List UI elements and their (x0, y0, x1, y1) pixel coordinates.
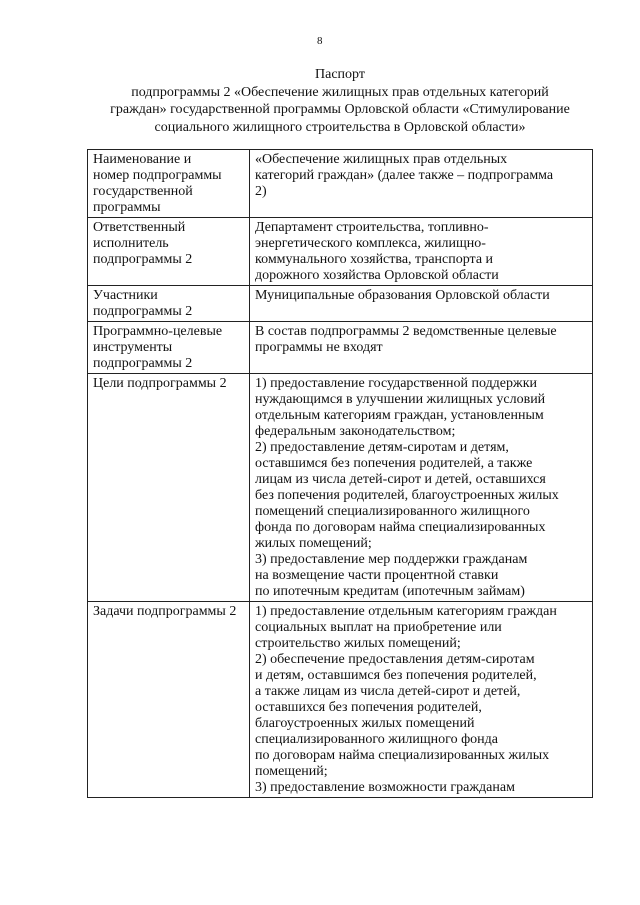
table-row (88, 602, 593, 798)
row-value-line: помещений специализированного жилищного (255, 504, 530, 519)
row-label-line: Цели подпрограммы 2 (93, 376, 227, 391)
row-value-line: дорожного хозяйства Орловской области (255, 268, 499, 283)
row-label-cell (88, 602, 250, 798)
row-value-line: отдельным категориям граждан, установленным (255, 408, 544, 423)
row-label-line: Участники (93, 288, 158, 303)
row-value-line: 1) предоставление отдельным категориям граждан (255, 604, 557, 619)
table-row (88, 374, 593, 602)
row-value-line: а также лицам из числа детей-сирот и детей, (255, 684, 521, 699)
row-value-line: Департамент строительства, топливно- (255, 220, 489, 235)
passport-table-body (88, 150, 593, 798)
row-value-line: «Обеспечение жилищных прав отдельных (255, 152, 508, 167)
heading-line: социального жилищного строительства в Орловской области» (154, 119, 526, 135)
row-value-line: специализированного жилищного фонда (255, 732, 498, 747)
row-label-line: Ответственный (93, 220, 186, 235)
heading-title: Паспорт (315, 67, 365, 82)
row-label-cell (88, 286, 250, 322)
row-value-line: федеральным законодательством; (255, 424, 456, 439)
row-value-line: энергетического комплекса, жилищно- (255, 236, 486, 251)
table-row (88, 218, 593, 286)
row-label-cell (88, 374, 250, 602)
row-label-line: государственной (93, 184, 193, 199)
row-value-line: В состав подпрограммы 2 ведомственные целевые (255, 324, 557, 339)
row-value-line: на возмещение части процентной ставки (255, 568, 499, 583)
row-value-line: и детям, оставшимся без попечения родителей, (255, 668, 537, 683)
row-label-line: подпрограммы 2 (93, 356, 193, 371)
heading-line: граждан» государственной программы Орловской области «Стимулирование (110, 102, 570, 117)
row-value-line: благоустроенных жилых помещений (255, 716, 475, 731)
row-value-line: без попечения родителей, благоустроенных жилых (255, 488, 559, 503)
row-value-line: программы не входят (255, 340, 383, 355)
row-label-line: исполнитель (93, 236, 169, 251)
row-value-line: по договорам найма специализированных жилых (255, 748, 550, 763)
row-value-line: лицам из числа детей-сирот и детей, оставшихся (255, 472, 546, 487)
row-value-line: коммунального хозяйства, транспорта и (255, 252, 494, 267)
table-row (88, 286, 593, 322)
row-label-line: подпрограммы 2 (93, 304, 193, 319)
row-value-line: 2) (255, 184, 267, 199)
row-value-line: Муниципальные образования Орловской области (255, 288, 550, 303)
table-row (88, 322, 593, 374)
page-number: 8 (317, 35, 323, 47)
heading-line: подпрограммы 2 «Обеспечение жилищных прав отдельных категорий (131, 84, 549, 100)
row-value-line: оставшимся без попечения родителей, а также (255, 456, 533, 471)
row-label-line: Задачи подпрограммы 2 (93, 604, 237, 619)
row-label-line: Программно-целевые (93, 324, 223, 339)
row-value-cell (250, 602, 593, 798)
row-label-cell (88, 150, 250, 218)
passport-table (87, 149, 593, 798)
document-heading (60, 66, 620, 136)
row-value-cell (250, 286, 593, 322)
row-label-line: инструменты (93, 340, 173, 355)
row-value-line: фонда по договорам найма специализированных (255, 520, 546, 535)
row-value-cell (250, 322, 593, 374)
row-label-line: номер подпрограммы (93, 168, 222, 183)
row-value-line: 3) предоставление возможности гражданам (255, 780, 515, 795)
row-value-line: 2) предоставление детям-сиротам и детям, (255, 440, 509, 455)
row-label-cell (88, 322, 250, 374)
row-value-line: жилых помещений; (255, 536, 372, 551)
row-value-line: строительство жилых помещений; (255, 636, 461, 651)
row-value-line: 3) предоставление мер поддержки гражданам (255, 552, 528, 567)
row-value-line: оставшихся без попечения родителей, (255, 700, 482, 715)
row-value-line: категорий граждан» (далее также – подпрограмма (255, 168, 554, 183)
row-value-line: по ипотечным кредитам (ипотечным займам) (255, 584, 525, 599)
table-row (88, 150, 593, 218)
row-label-cell (88, 218, 250, 286)
row-value-cell (250, 218, 593, 286)
row-label-line: подпрограммы 2 (93, 252, 193, 267)
row-label-line: Наименование и (93, 152, 192, 167)
row-value-cell (250, 150, 593, 218)
row-value-line: нуждающимся в улучшении жилищных условий (255, 392, 546, 407)
row-value-line: 1) предоставление государственной поддержки (255, 376, 537, 391)
row-value-line: помещений; (255, 764, 328, 779)
row-value-line: 2) обеспечение предоставления детям-сиротам (255, 652, 535, 667)
row-value-cell (250, 374, 593, 602)
row-label-line: программы (93, 200, 161, 215)
row-value-line: социальных выплат на приобретение или (255, 620, 502, 635)
